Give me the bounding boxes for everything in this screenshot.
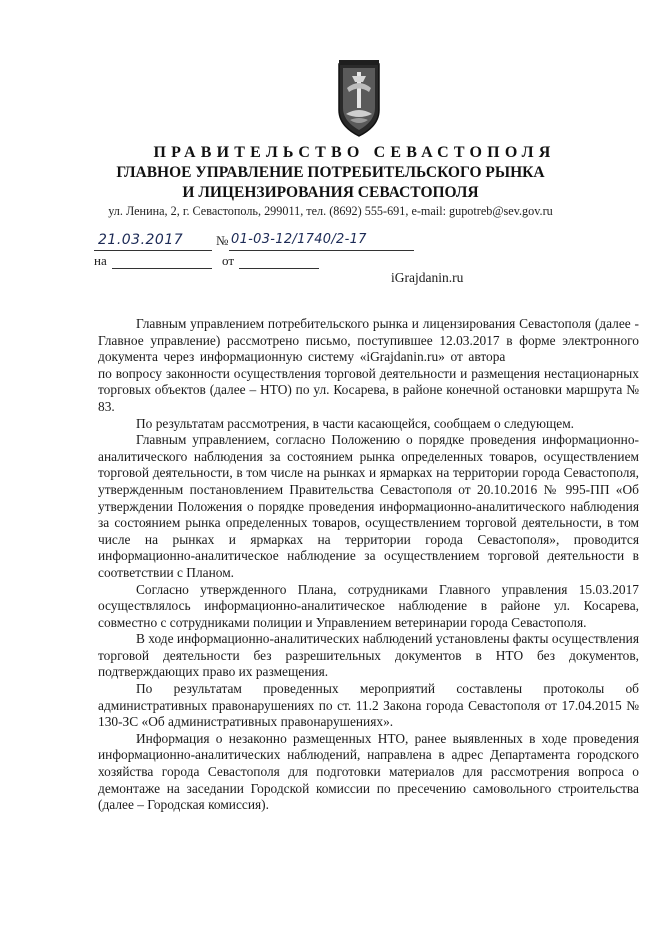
- government-title: ПРАВИТЕЛЬСТВО СЕВАСТОПОЛЯ: [153, 144, 556, 161]
- number-label: №: [216, 233, 229, 248]
- handwritten-number: 01-03-12/1740/2-17: [231, 232, 367, 247]
- paragraph: Согласно утвержденного Плана, сотрудниками Главного управления 15.03.2017 осуществлялось информационно-аналитическое наблюдение в районе ул. Косарева, совместно с сотрудниками полиции и Управлением ветеринарии города Севастополя.: [98, 581, 639, 630]
- handwritten-date: 21.03.2017: [98, 232, 184, 248]
- paragraph: Главным управлением потребительского рынка и лицензирования Севастополя (далее - Главное управление) рассмотрено письмо, поступившее 12.03.2017 в форме электронного документа через информационную систему «iGrajdanin.ru» от автора по вопросу законности осуществления торговой деятельности и размещения нестационарных торговых объектов (далее – НТО) по ул. Косарева, в районе конечной остановки маршрута № 83.: [98, 316, 639, 414]
- department-title-line1: ГЛАВНОЕ УПРАВЛЕНИЕ ПОТРЕБИТЕЛЬСКОГО РЫНКА: [116, 164, 545, 181]
- date-underline: [94, 250, 212, 251]
- paragraph: Главным управлением, согласно Положению о порядке проведения информационно-аналитического наблюдения за состоянием рынка определенных товаров, осуществлением торговой деятельности, в том числе на рынках и ярмарках на территории города Севастополя, утвержденным постановлением Правительства Севастополя от 20.10.2016 № 995-ПП «Об утверждении Положения о порядке проведения информационно-аналитического наблюдения за состоянием рынка определенных товаров, осуществлением торговой деятельности, в том числе на рынках и ярмарках на территории города Севастополя», проводится информационно-аналитическое наблюдение за осуществлением торговой деятельности в соответствии с Планом.: [98, 432, 639, 580]
- na-underline: [112, 268, 212, 269]
- department-address: ул. Ленина, 2, г. Севастополь, 299011, тел. (8692) 555-691, e-mail: gupotreb@sev.gov.ru: [108, 204, 553, 218]
- na-label: на: [94, 253, 107, 268]
- paragraph: По результатам проведенных мероприятий составлены протоколы об административных правонарушениях по ст. 11.2 Закона города Севастополя от 17.04.2015 № 130-ЗС «Об административных правонарушениях».: [98, 681, 639, 730]
- paragraph: В ходе информационно-аналитических наблюдений установлены факты осуществления торговой деятельности без разрешительных документов в НТО без документов, подтверждающих право их размещения.: [98, 631, 639, 680]
- ot-underline: [239, 268, 319, 269]
- paragraph: Информация о незаконно размещенных НТО, ранее выявленных в ходе проведения информационно-аналитических наблюдений, направлена в адрес Департамента городского хозяйства города Севастополя для подготовки материалов для рассмотрения вопроса о демонтаже на заседании Городской комиссии по пресечению самовольного строительства (далее – Городская комиссия).: [98, 730, 639, 813]
- ot-label: от: [222, 253, 235, 268]
- registration-block: [94, 232, 434, 272]
- recipient: iGrajdanin.ru: [391, 270, 464, 285]
- number-underline: [229, 250, 414, 251]
- paragraph: По результатам рассмотрения, в части касающейся, сообщаем о следующем.: [136, 415, 575, 431]
- department-title-line2: И ЛИЦЕНЗИРОВАНИЯ СЕВАСТОПОЛЯ: [182, 184, 479, 201]
- letter-body: [98, 316, 639, 814]
- sevastopol-coat-of-arms-icon: [336, 58, 382, 138]
